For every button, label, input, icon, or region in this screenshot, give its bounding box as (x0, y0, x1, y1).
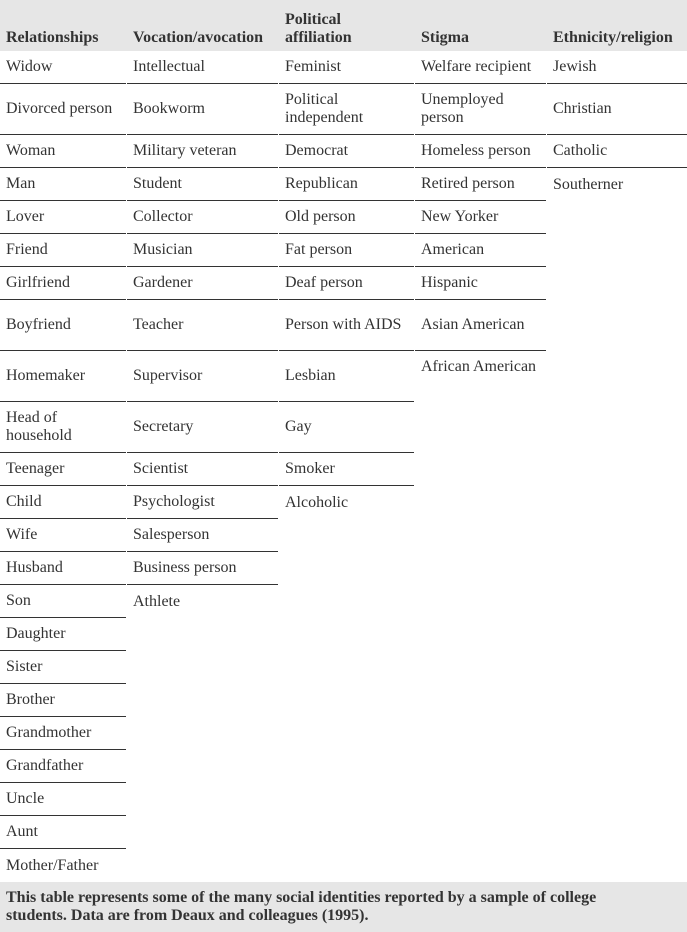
cell-relationship: Lover (0, 201, 126, 234)
cell-stigma: Retired person (415, 168, 546, 201)
table-header-row (0, 0, 687, 51)
cell-political: Lesbian (279, 351, 414, 402)
cell-ethnicity: Catholic (547, 135, 687, 168)
cell-political: Gay (279, 402, 414, 453)
cell-relationship: Husband (0, 552, 126, 585)
cell-ethnicity: Jewish (547, 51, 687, 84)
cell-relationship: Woman (0, 135, 126, 168)
header-ethnicity: Ethnicity/religion (553, 29, 673, 46)
cell-ethnicity: Christian (547, 84, 687, 135)
cell-relationship: Aunt (0, 816, 126, 849)
cell-vocation: Bookworm (127, 84, 278, 135)
cell-political: Person with AIDS (279, 300, 414, 351)
cell-relationship: Daughter (0, 618, 126, 651)
cell-relationship: Son (0, 585, 126, 618)
cell-relationship: Girlfriend (0, 267, 126, 300)
cell-relationship: Widow (0, 51, 126, 84)
cell-stigma: Asian American (415, 300, 546, 351)
cell-relationship: Brother (0, 684, 126, 717)
cell-political: Smoker (279, 453, 414, 486)
header-political: Political affiliation (285, 11, 352, 46)
cell-vocation: Salesperson (127, 519, 278, 552)
cell-relationship: Homemaker (0, 351, 126, 402)
cell-relationship: Child (0, 486, 126, 519)
cell-political: Deaf person (279, 267, 414, 300)
cell-political: Political independent (279, 84, 414, 135)
cell-stigma: Homeless person (415, 135, 546, 168)
cell-relationship: Divorced person (0, 84, 126, 135)
cell-vocation: Teacher (127, 300, 278, 351)
cell-vocation: Gardener (127, 267, 278, 300)
cell-relationship: Mother/Father (6, 856, 99, 874)
table-caption: This table represents some of the many social identities reported by a sample of college students. Data are from Deaux and colleagues (1995). (0, 882, 687, 932)
cell-vocation: Collector (127, 201, 278, 234)
cell-relationship: Head of household (0, 402, 126, 453)
cell-stigma: African American (421, 358, 537, 375)
cell-vocation: Student (127, 168, 278, 201)
cell-political: Democrat (279, 135, 414, 168)
cell-stigma: New Yorker (415, 201, 546, 234)
cell-vocation: Intellectual (127, 51, 278, 84)
cell-ethnicity: Southerner (553, 175, 624, 193)
cell-political: Old person (279, 201, 414, 234)
cell-relationship: Grandmother (0, 717, 126, 750)
cell-vocation: Military veteran (127, 135, 278, 168)
cell-vocation: Athlete (133, 592, 181, 610)
cell-stigma: Hispanic (415, 267, 546, 300)
cell-relationship: Sister (0, 651, 126, 684)
cell-stigma: American (415, 234, 546, 267)
cell-vocation: Secretary (127, 402, 278, 453)
cell-stigma: Welfare recipient (415, 51, 546, 84)
cell-vocation: Supervisor (127, 351, 278, 402)
cell-political: Fat person (279, 234, 414, 267)
cell-relationship: Uncle (0, 783, 126, 816)
header-relationships: Relationships (6, 29, 99, 46)
cell-relationship: Teenager (0, 453, 126, 486)
header-vocation: Vocation/avocation (133, 29, 264, 46)
header-stigma: Stigma (421, 29, 469, 46)
cell-relationship: Man (0, 168, 126, 201)
cell-political: Republican (279, 168, 414, 201)
cell-political: Alcoholic (285, 493, 349, 511)
cell-vocation: Psychologist (127, 486, 278, 519)
cell-vocation: Scientist (127, 453, 278, 486)
cell-relationship: Grandfather (0, 750, 126, 783)
cell-relationship: Boyfriend (0, 300, 126, 351)
cell-vocation: Musician (127, 234, 278, 267)
cell-stigma: Unemployed person (415, 84, 546, 135)
cell-relationship: Friend (0, 234, 126, 267)
cell-vocation: Business person (127, 552, 278, 585)
cell-political: Feminist (279, 51, 414, 84)
cell-relationship: Wife (0, 519, 126, 552)
